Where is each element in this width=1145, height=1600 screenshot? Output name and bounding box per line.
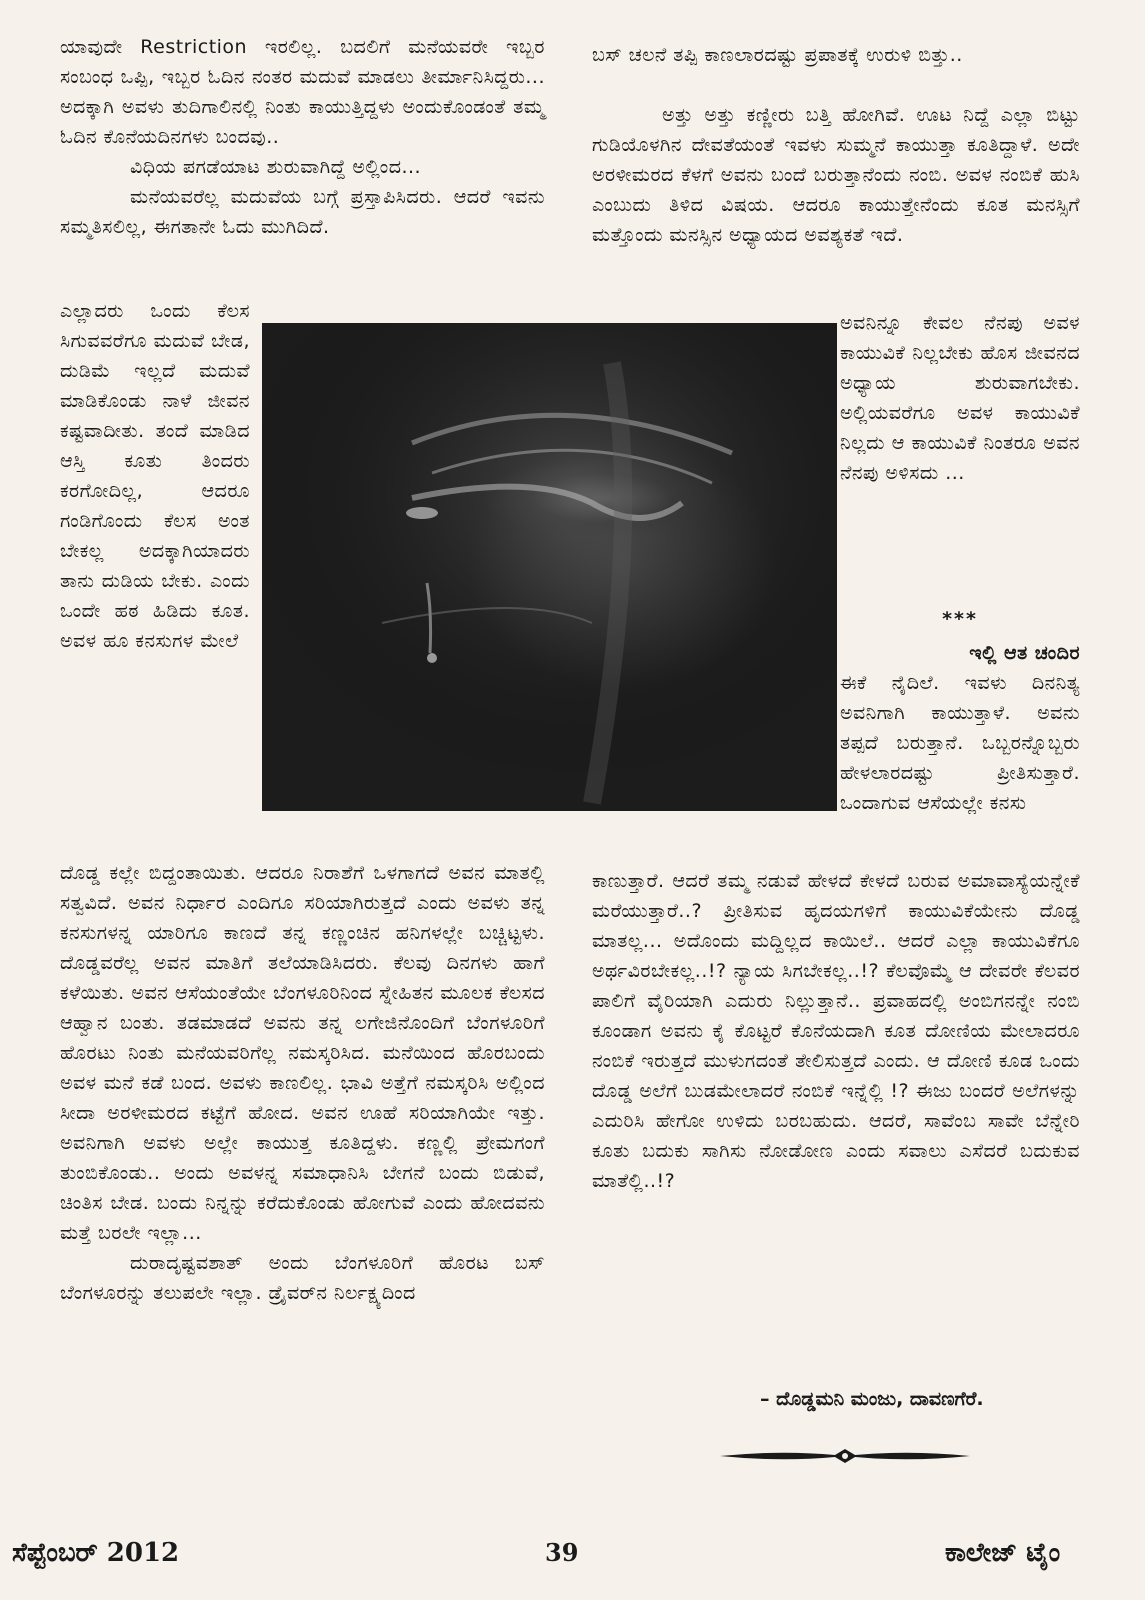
paragraph-moon: ಈಕೆ ನೈದಿಲೆ. ಇವಳು ದಿನನಿತ್ಯ ಅವನಿಗಾಗಿ ಕಾಯುತ್ತಾಳೆ. ಅವನು ತಪ್ಪದೆ ಬರುತ್ತಾನೆ. ಒಬ್ಬರನ್ನೊಬ್ಬರು ಹೇಳಲಾರದಷ್ಟು ಪ್ರೀತಿಸುತ್ತಾರೆ. ಒಂದಾಗುವ ಆಸೆಯಲ್ಲೇ ಕನಸು xyxy=(840,672,1080,814)
paragraph-waiting: ಕಾಣುತ್ತಾರೆ. ಆದರೆ ತಮ್ಮ ನಡುವೆ ಹೇಳದೆ ಕೇಳದೆ ಬರುವ ಅಮಾವಾಸ್ಯೆಯನ್ನೇಕೆ ಮರೆಯುತ್ತಾರೆ..? ಪ್ರೀತಿಸುವ ಹೃದಯಗಳಿಗೆ ಕಾಯುವಿಕೆಯೇನು ದೊಡ್ಡ ಮಾತಲ್ಲ... ಅದೊಂದು ಮದ್ದಿಲ್ಲದ ಕಾಯಿಲೆ.. ಆದರೆ ಎಲ್ಲಾ ಕಾಯುವಿಕೆಗೂ ಅರ್ಥವಿರಬೇಕಲ್ಲ..!? ನ್ಯಾಯ ಸಿಗಬೇಕಲ್ಲ..!? ಕೆಲವೊಮ್ಮೆ ಆ ದೇವರೇ ಕೆಲವರ ಪಾಲಿಗೆ ವೈರಿಯಾಗಿ ಎದುರು ನಿಲ್ಲುತ್ತಾನೆ.. ಪ್ರವಾಹದಲ್ಲಿ ಅಂಬಿಗನನ್ನೇ ನಂಬಿ ಕೂಂಡಾಗ ಅವನು ಕೈ ಕೊಟ್ಟರೆ ಕೊನೆಯದಾಗಿ ಕೂತ ದೋಣಿಯ ಮೇಲಾದರೂ ನಂಬಿಕೆ ಇರುತ್ತದೆ ಮುಳುಗದಂತೆ ತೇಲಿಸುತ್ತದೆ ಎಂದು. ಆ ದೋಣಿ ಕೂಡ ಒಂದು ದೊಡ್ಡ ಅಲೆಗೆ ಬುಡಮೇಲಾದರೆ ನಂಬಿಕೆ ಇನ್ನೆಲ್ಲಿ !? ಈಜು ಬಂದರೆ ಅಲೆಗಳನ್ನು ಎದುರಿಸಿ ಹೇಗೋ ಉಳಿದು ಬರಬಹುದು. ಆದರೆ, ಸಾವೆಂಬ ಸಾವೇ ಬೆನ್ನೇರಿ ಕೂತು ಬದುಕು ಸಾಗಿಸು ನೋಡೋಣ ಎಂದು ಸವಾಲು ಎಸೆದರೆ ಬದುಕುವ ಮಾತೆಲ್ಲಿ..!? xyxy=(592,870,1080,1192)
left-column-top xyxy=(60,32,545,242)
paragraph-bus-falls: ಬಸ್ ಚಲನೆ ತಪ್ಪಿ ಕಾಣಲಾರದಷ್ಟು ಪ್ರಪಾತಕ್ಕೆ ಉರುಳಿ ಬಿತ್ತು.. xyxy=(592,44,963,66)
right-column-narrow xyxy=(840,308,1080,488)
right-column-top xyxy=(592,40,1080,250)
footer-magazine-name: ಕಾಲೇಜ್ ಟೈಂ xyxy=(945,1538,1061,1568)
paragraph-marriage: ಮನೆಯವರೆಲ್ಲ ಮದುವೆಯ ಬಗ್ಗೆ ಪ್ರಸ್ತಾಪಿಸಿದರು. ಆದರೆ ಇವನು ಸಮ್ಮತಿಸಲಿಲ್ಲ, ಈಗತಾನೇ ಓದು ಮುಗಿದಿದೆ. xyxy=(60,186,545,238)
paragraph-fate: ವಿಧಿಯ ಪಗಡೆಯಾಟ ಶುರುವಾಗಿದ್ದೆ ಅಲ್ಲಿಂದ... xyxy=(130,156,422,178)
paragraph-restriction: ಯಾವುದೇ Restriction ಇರಲಿಲ್ಲ. ಬದಲಿಗೆ ಮನೆಯವರೇ ಇಬ್ಬರ ಸಂಬಂಧ ಒಪ್ಪಿ, ಇಬ್ಬರ ಓದಿನ ನಂತರ ಮದುವೆ ಮಾಡಲು ತೀರ್ಮಾನಿಸಿದ್ದರು... ಅದಕ್ಕಾಗಿ ಅವಳು ತುದಿಗಾಲಿನಲ್ಲಿ ನಿಂತು ಕಾಯುತ್ತಿದ್ದಳು ಅಂದುಕೊಂಡಂತೆ ತಮ್ಮ ಓದಿನ ಕೊನೆಯದಿನಗಳು ಬಂದವು.. xyxy=(60,36,545,148)
left-column-narrow xyxy=(60,296,250,656)
eye-illustration-icon xyxy=(262,323,837,811)
footer-month-year: ಸೆಪ್ಟೆಂಬರ್ 2012 xyxy=(12,1538,180,1568)
author-signature: – ದೊಡ್ಡಮನಿ ಮಂಜು, ದಾವಣಗೆರೆ. xyxy=(760,1388,984,1410)
section-separator: *** xyxy=(942,608,978,630)
paragraph-departure: ದೊಡ್ಡ ಕಲ್ಲೇ ಬಿದ್ದಂತಾಯಿತು. ಆದರೂ ನಿರಾಶೆಗೆ ಒಳಗಾಗದೆ ಅವನ ಮಾತಲ್ಲಿ ಸತ್ವವಿದೆ. ಅವನ ನಿರ್ಧಾರ ಎಂದಿಗೂ ಸರಿಯಾಗಿರುತ್ತದೆ ಎಂದು ಅವಳು ತನ್ನ ಕನಸುಗಳನ್ನ ಯಾರಿಗೂ ಕಾಣದೆ ತನ್ನ ಕಣ್ಣಂಚಿನ ಹನಿಗಳಲ್ಲೇ ಬಚ್ಚಿಟ್ಟಳು. ದೊಡ್ಡವರೆಲ್ಲ ಅವನ ಮಾತಿಗೆ ತಲೆಯಾಡಿಸಿದರು. ಕೆಲವು ದಿನಗಳು ಹಾಗೆ ಕಳೆಯಿತು. ಅವನ ಆಸೆಯಂತೆಯೇ ಬೆಂಗಳೂರಿನಿಂದ ಸ್ನೇಹಿತನ ಮೂಲಕ ಕೆಲಸದ ಆಹ್ವಾನ ಬಂತು. ತಡಮಾಡದೆ ಅವನು ತನ್ನ ಲಗೇಜಿನೊಂದಿಗೆ ಬೆಂಗಳೂರಿಗೆ ಹೊರಟು ನಿಂತು ಮನೆಯವರಿಗೆಲ್ಲ ನಮಸ್ಕರಿಸಿದ. ಮನೆಯಿಂದ ಹೊರಬಂದು ಅವಳ ಮನೆ ಕಡೆ ಬಂದ. ಅವಳು ಕಾಣಲಿಲ್ಲ. ಭಾವಿ ಅತ್ತೆಗೆ ನಮಸ್ಕರಿಸಿ ಅಲ್ಲಿಂದ ಸೀದಾ ಅರಳೀಮರದ ಕಟ್ಟೆಗೆ ಹೋದ. ಅವನ ಊಹೆ ಸರಿಯಾಗಿಯೇ ಇತ್ತು. ಅವನಿಗಾಗಿ ಅವಳು ಅಲ್ಲೇ ಕಾಯುತ್ತ ಕೂತಿದ್ದಳು. ಕಣ್ಣಲ್ಲಿ ಪ್ರೇಮಗಂಗೆ ತುಂಬಿಕೊಂಡು.. ಅಂದು ಅವಳನ್ನ ಸಮಾಧಾನಿಸಿ ಬೇಗನೆ ಬಂದು ಬಿಡುವೆ, ಚಿಂತಿಸ ಬೇಡ. ಬಂದು ನಿನ್ನನ್ನು ಕರೆದುಕೊಂಡು ಹೋಗುವೆ ಎಂದು ಹೋದವನು ಮತ್ತೆ ಬರಲೇ ಇಲ್ಲಾ... xyxy=(60,862,545,1244)
paragraph-tears: ಅತ್ತು ಅತ್ತು ಕಣ್ಣೀರು ಬತ್ತಿ ಹೋಗಿವೆ. ಊಟ ನಿದ್ದೆ ಎಲ್ಲಾ ಬಿಟ್ಟು ಗುಡಿಯೊಳಗಿನ ದೇವತೆಯಂತೆ ಇವಳು ಸುಮ್ಮನೆ ಕಾಯುತ್ತಾ ಕೂತಿದ್ದಾಳೆ. ಅದೇ ಅರಳೀಮರದ ಕೆಳಗೆ ಅವನು ಬಂದೆ ಬರುತ್ತಾನೆಂದು ನಂಬಿ. ಅವಳ ನಂಬಿಕೆ ಹುಸಿ ಎಂಬುದು ತಿಳಿದ ವಿಷಯ. ಆದರೂ ಕಾಯುತ್ತೇನೆಂದು ಕೂತ ಮನಸ್ಸಿಗೆ ಮತ್ತೊಂದು ಮನಸ್ಸಿನ ಅಧ್ಯಾಯದ ಅವಶ್ಯಕತೆ ಇದೆ. xyxy=(592,104,1080,246)
paragraph-memory: ಅವನಿನ್ನೂ ಕೇವಲ ನೆನಪು ಅವಳ ಕಾಯುವಿಕೆ ನಿಲ್ಲಬೇಕು ಹೊಸ ಜೀವನದ ಅಧ್ಯಾಯ ಶುರುವಾಗಬೇಕು. ಅಲ್ಲಿಯವರೆಗೂ ಅವಳ ಕಾಯುವಿಕೆ ನಿಲ್ಲದು ಆ ಕಾಯುವಿಕೆ ನಿಂತರೂ ಅವನ ನೆನಪು ಅಳಿಸದು ... xyxy=(840,312,1080,484)
right-column-bottom xyxy=(592,866,1080,1196)
left-column-bottom xyxy=(60,858,545,1308)
footer-page-number: 39 xyxy=(545,1538,579,1567)
paragraph-job: ಎಲ್ಲಾದರು ಒಂದು ಕೆಲಸ ಸಿಗುವವರೆಗೂ ಮದುವೆ ಬೇಡ, ದುಡಿಮೆ ಇಲ್ಲದೆ ಮದುವೆ ಮಾಡಿಕೊಂಡು ನಾಳೆ ಜೀವನ ಕಷ್ಟವಾದೀತು. ತಂದೆ ಮಾಡಿದ ಆಸ್ತಿ ಕೂತು ತಿಂದರು ಕರಗೋದಿಲ್ಲ, ಆದರೂ ಗಂಡಿಗೊಂದು ಕೆಲಸ ಅಂತ ಬೇಕಲ್ಲ ಅದಕ್ಕಾಗಿಯಾದರು ತಾನು ದುಡಿಯ ಬೇಕು. ಎಂದು ಒಂದೇ ಹಠ ಹಿಡಿದು ಕೂತ. ಅವಳ ಹೂ ಕನಸುಗಳ ಮೇಲೆ xyxy=(60,300,250,652)
right-column-mid xyxy=(840,600,1080,818)
divider-ornament-icon xyxy=(720,1446,970,1470)
moon-heading: ಇಲ್ಲಿ ಆತ ಚಂದಿರ xyxy=(969,642,1080,664)
paragraph-accident: ದುರಾದೃಷ್ಟವಶಾತ್ ಅಂದು ಬೆಂಗಳೂರಿಗೆ ಹೊರಟ ಬಸ್ ಬೆಂಗಳೂರನ್ನು ತಲುಪಲೇ ಇಲ್ಲಾ. ಡ್ರೈವರ್‌ನ ನಿರ್ಲಕ್ಷ್ಯದಿಂದ xyxy=(60,1252,545,1304)
crying-eye-photo xyxy=(262,323,837,811)
